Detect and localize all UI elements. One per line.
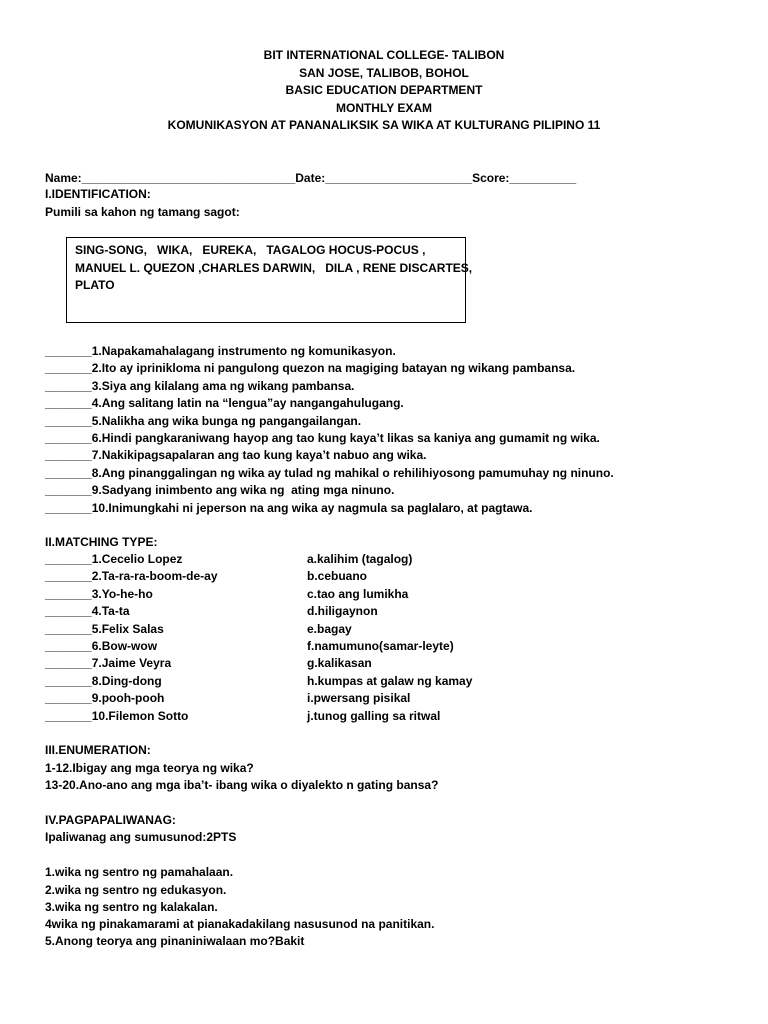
choices-line: PLATO xyxy=(75,278,115,292)
matching-item: _______1.Cecelio Lopez xyxy=(45,552,183,566)
identification-item: _______10.Inimungkahi ni jeperson na ang wika ay nagmula sa paglalaro, at pagtawa. xyxy=(45,500,533,515)
matching-item: _______6.Bow-wow xyxy=(45,638,158,653)
explanation-title: IV.PAGPAPALIWANAG: xyxy=(45,813,176,827)
matching-item: _______2.Ta-ra-ra-boom-de-ay xyxy=(45,569,218,584)
matching-choice: c.tao ang lumikha xyxy=(307,586,409,601)
matching-item: _______7.Jaime Veyra xyxy=(45,656,172,671)
enumeration-question: 1-12.Ibigay ang mga teorya ng wika? xyxy=(45,761,254,775)
matching-row xyxy=(45,673,645,690)
matching-choice: e.bagay xyxy=(307,621,352,636)
matching-choice: j.tunog galling sa ritwal xyxy=(307,708,441,723)
matching-choice: g.kalikasan xyxy=(307,656,372,671)
matching-choice: d.hiligaynon xyxy=(307,604,378,619)
matching-item: _______9.pooh-pooh xyxy=(45,691,165,706)
matching-table xyxy=(45,551,645,725)
matching-row xyxy=(45,568,645,585)
matching-row xyxy=(45,638,645,655)
answer-choices-box xyxy=(66,237,473,323)
matching-row xyxy=(45,603,645,620)
identification-item: _______9.Sadyang inimbento ang wika ng ating mga ninuno. xyxy=(45,483,395,498)
identification-title: I.IDENTIFICATION: xyxy=(45,187,151,201)
enumeration-question: 13-20.Ano-ano ang mga iba’t- ibang wika o diyalekto n gating bansa? xyxy=(45,778,439,792)
subject-title: KOMUNIKASYON AT PANANALIKSIK SA WIKA AT KULTURANG PILIPINO 11 xyxy=(167,118,601,132)
explanation-item: 5.Anong teorya ang pinaniniwalaan mo?Bakit xyxy=(45,934,305,948)
matching-choice: f.namumuno(samar-leyte) xyxy=(307,638,454,653)
identification-item: _______5.Nalikha ang wika bunga ng pangangailangan. xyxy=(45,413,362,428)
matching-item: _______4.Ta-ta xyxy=(45,604,130,619)
matching-row xyxy=(45,586,645,603)
matching-choice: h.kumpas at galaw ng kamay xyxy=(307,673,473,688)
matching-row xyxy=(45,708,645,725)
identification-item: _______6.Hindi pangkaraniwang hayop ang tao kung kaya’t likas sa kaniya ang gumamit ng wika. xyxy=(45,430,600,445)
identification-item: _______2.Ito ay iprinikloma ni pangulong quezon na magiging batayan ng wikang pambansa. xyxy=(45,361,576,376)
explanation-item: 4wika ng pinakamarami at pianakadakilang nasusunod na panitikan. xyxy=(45,917,435,931)
matching-choice: a.kalihim (tagalog) xyxy=(307,552,413,566)
matching-item: _______5.Felix Salas xyxy=(45,621,164,636)
matching-item: _______10.Filemon Sotto xyxy=(45,708,189,723)
explanation-item: 2.wika ng sentro ng edukasyon. xyxy=(45,883,227,897)
identification-items xyxy=(45,343,614,517)
school-address: SAN JOSE, TALIBOB, BOHOL xyxy=(299,65,469,80)
matching-item: _______3.Yo-he-ho xyxy=(45,586,153,601)
choices-line: SING-SONG, WIKA, EUREKA, TAGALOG HOCUS-POCUS , xyxy=(75,243,426,257)
identification-item: _______1.Napakamahalagang instrumento ng komunikasyon. xyxy=(45,344,396,358)
name-date-score-line: Name:________________________________Date:______________________Score:__________ xyxy=(45,171,577,185)
matching-row xyxy=(45,551,645,568)
matching-title: II.MATCHING TYPE: xyxy=(45,535,158,549)
explanation-item: 1.wika ng sentro ng pamahalaan. xyxy=(45,865,234,879)
identification-item: _______8.Ang pinanggalingan ng wika ay tulad ng mahikal o rehilihiyosong pamumuhay ng ninuno. xyxy=(45,465,614,480)
exam-header xyxy=(0,47,768,135)
matching-choice: b.cebuano xyxy=(307,569,368,584)
matching-row xyxy=(45,690,645,707)
matching-row xyxy=(45,655,645,672)
identification-instruction: Pumili sa kahon ng tamang sagot: xyxy=(45,205,240,219)
exam-title: MONTHLY EXAM xyxy=(335,100,432,115)
school-name: BIT INTERNATIONAL COLLEGE- TALIBON xyxy=(263,48,505,62)
identification-item: _______4.Ang salitang latin na “lengua”ay nangangahulugang. xyxy=(45,396,404,411)
explanation-instruction: Ipaliwanag ang sumusunod:2PTS xyxy=(45,830,237,844)
choices-line: MANUEL L. QUEZON ,CHARLES DARWIN, DILA , RENE DISCARTES, xyxy=(75,260,473,275)
matching-choice: i.pwersang pisikal xyxy=(307,691,411,706)
department-name: BASIC EDUCATION DEPARTMENT xyxy=(285,83,483,97)
identification-item: _______7.Nakikipagsapalaran ang tao kung kaya’t nabuo ang wika. xyxy=(45,448,427,463)
identification-item: _______3.Siya ang kilalang ama ng wikang pambansa. xyxy=(45,378,355,393)
matching-row xyxy=(45,621,645,638)
matching-item: _______8.Ding-dong xyxy=(45,673,162,688)
explanation-item: 3.wika ng sentro ng kalakalan. xyxy=(45,900,218,914)
enumeration-title: III.ENUMERATION: xyxy=(45,743,151,757)
